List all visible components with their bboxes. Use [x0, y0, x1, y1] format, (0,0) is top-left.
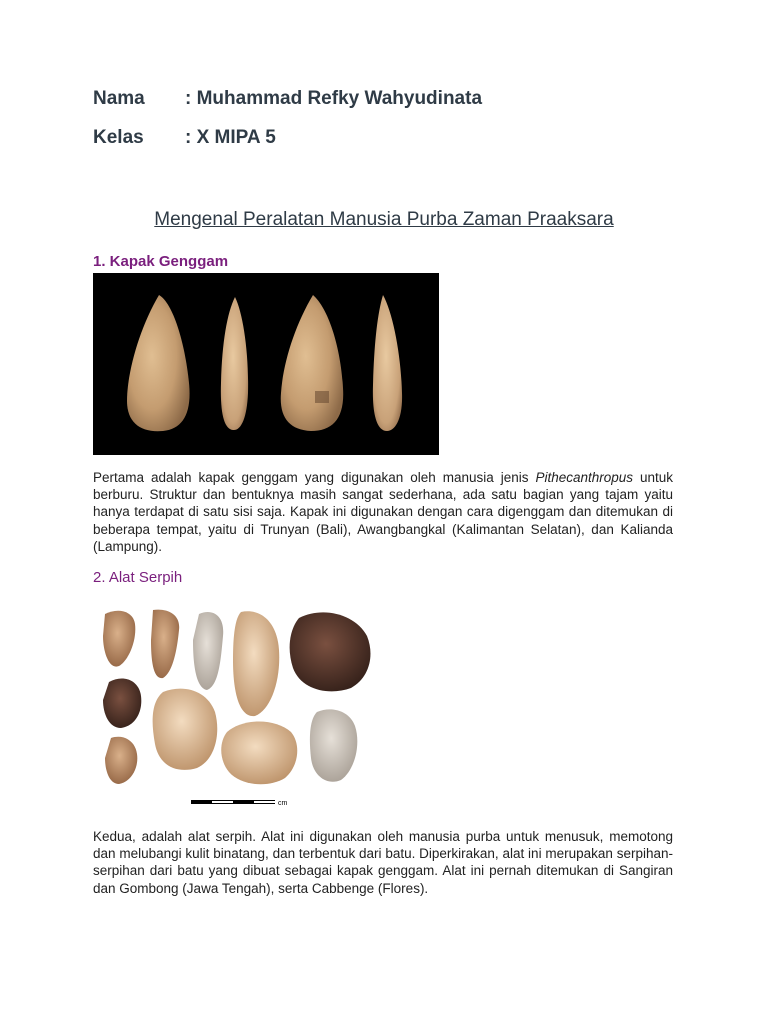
student-class-row — [93, 127, 276, 149]
species-name: Pithecanthropus — [535, 470, 634, 485]
kapak-genggam-paragraph — [93, 469, 673, 555]
flake-tools-photo — [93, 600, 393, 812]
alat-serpih-paragraph: Kedua, adalah alat serpih. Alat ini digunakan oleh manusia purba untuk menusuk, memotong dan melubangi kulit binatang, dan terbentuk dari batu. Diperkirakan, alat ini merupakan serpihan-serpihan dari batu yang dibuat sebagai kapak genggam. Alat ini pernah ditemukan di Sangiran dan Gombong (Jawa Tengah), serta Cabbenge (Flores). — [93, 829, 673, 896]
flake-7 — [153, 689, 218, 770]
paragraph-text-part-2: untuk berburu. Struktur dan bentuknya masih sangat sederhana, ada satu bagian yang tajam yaitu hanya terdapat di satu sisi saja. Kapak ini digunakan dengan cara digenggam dan ditemukan di beberapa tempat, yaitu di Trunyan (Bali), Awangbangkal (Kalimantan Selatan), dan Kalianda (Lampung). — [93, 470, 674, 554]
document-title: Mengenal Peralatan Manusia Purba Zaman Praaksara — [154, 209, 614, 230]
name-value: : Muhammad Refky Wahyudinata — [185, 88, 483, 109]
flake-8 — [221, 722, 297, 785]
scale-bar-unit: cm — [278, 800, 288, 807]
hand-axe-photo — [93, 273, 439, 455]
name-label: Nama — [93, 88, 145, 109]
class-value: : X MIPA 5 — [185, 127, 276, 148]
section-heading-kapak-genggam: 1. Kapak Genggam — [93, 253, 229, 270]
section-heading-alat-serpih: 2. Alat Serpih — [93, 569, 183, 586]
student-name-row — [93, 88, 482, 110]
class-label: Kelas — [93, 127, 144, 148]
paragraph-text-part-1: Pertama adalah kapak genggam yang digunakan oleh manusia jenis — [93, 470, 536, 485]
